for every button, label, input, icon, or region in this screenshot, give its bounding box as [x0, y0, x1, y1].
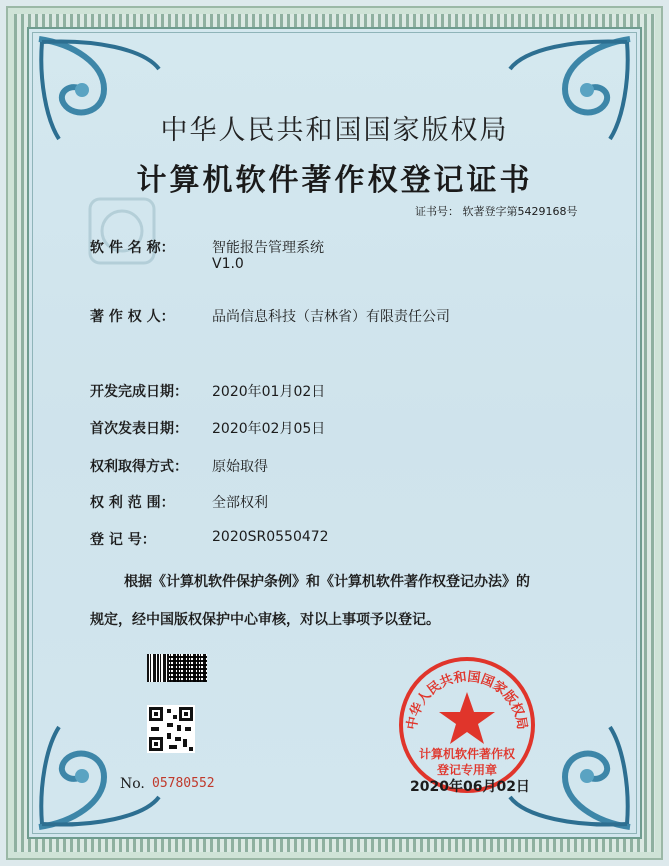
official-seal	[396, 654, 538, 796]
field-value-dev-date: 2020年01月02日	[212, 384, 326, 400]
field-value-owner: 品尚信息科技（吉林省）有限责任公司	[212, 309, 450, 325]
issue-date: 2020年06月02日	[410, 779, 530, 795]
seal-star-icon	[439, 692, 495, 744]
field-label-reg-number: 登 记 号：	[90, 532, 156, 548]
barcode-icon	[147, 654, 207, 682]
serial-label: No.	[120, 776, 145, 792]
seal-line-2: 登记专用章	[436, 763, 498, 777]
seal-ring-text: 中华人民共和国国家版权局	[404, 669, 530, 731]
statement-line-2: 规定，经中国版权保护中心审核，对以上事项予以登记。	[90, 612, 440, 628]
field-label-owner: 著 作 权 人：	[90, 309, 175, 325]
authority-title: 中华人民共和国国家版权局	[160, 115, 509, 146]
serial-number: 05780552	[152, 776, 215, 791]
field-value-scope: 全部权利	[212, 495, 268, 511]
field-label-acquisition: 权利取得方式：	[90, 459, 188, 475]
field-value-reg-number: 2020SR0550472	[212, 529, 329, 545]
field-label-dev-date: 开发完成日期：	[90, 384, 188, 400]
field-value-software-name: 智能报告管理系统	[212, 240, 324, 256]
qr-code-icon	[147, 705, 195, 753]
statement-line-1: 根据《计算机软件保护条例》和《计算机软件著作权登记办法》的	[124, 574, 530, 590]
seal-line-1: 计算机软件著作权	[418, 747, 516, 761]
field-label-software-name: 软 件 名 称：	[90, 240, 175, 256]
certificate-title: 计算机软件著作权登记证书	[136, 163, 533, 198]
field-value-acquisition: 原始取得	[212, 459, 268, 475]
field-label-publish-date: 首次发表日期：	[90, 421, 188, 437]
field-label-scope: 权 利 范 围：	[90, 495, 175, 511]
field-value-software-version: V1.0	[212, 256, 244, 272]
field-value-publish-date: 2020年02月05日	[212, 421, 326, 437]
certificate-number: 证书号： 软著登字第5429168号	[415, 205, 578, 218]
